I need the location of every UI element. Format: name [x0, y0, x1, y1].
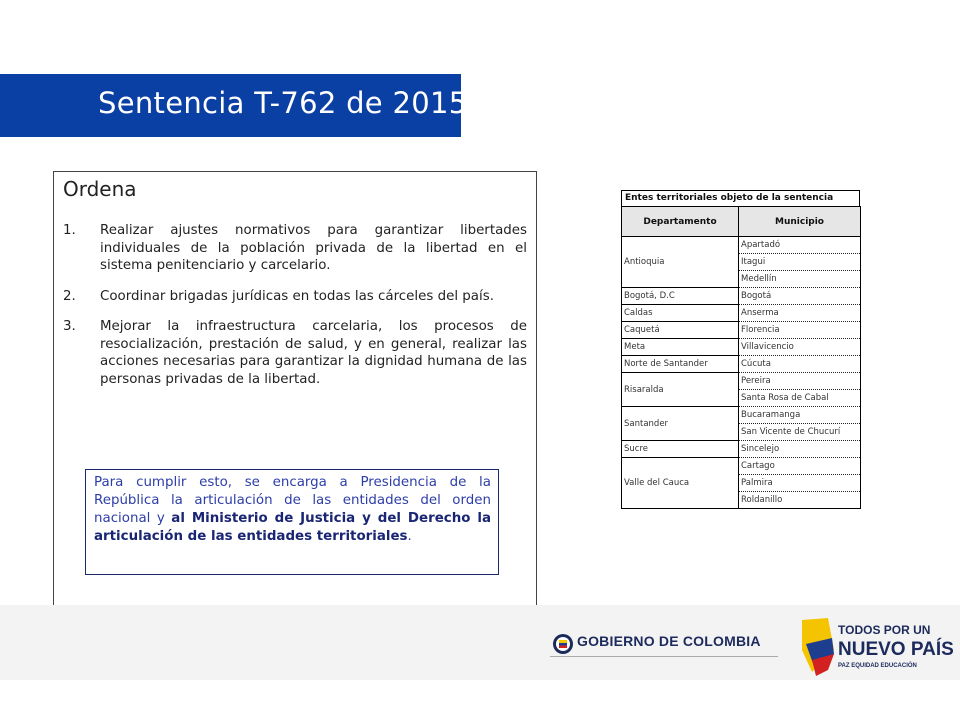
table-row [622, 322, 861, 339]
table-row [622, 305, 861, 322]
department-cell: Santander [622, 407, 739, 441]
municipality-cell: Anserma [739, 305, 861, 322]
order-item-number: 2. [63, 288, 76, 304]
note-end: . [407, 529, 412, 544]
column-header-department: Departamento [622, 207, 739, 237]
gobierno-de-colombia-logo [550, 631, 778, 657]
table-row [622, 373, 861, 390]
order-item-number: 1. [63, 223, 76, 238]
table-row [622, 237, 861, 254]
municipality-cell: Villavicencio [739, 339, 861, 356]
order-list [63, 222, 527, 401]
department-cell: Risaralda [622, 373, 739, 407]
municipality-cell: Sincelejo [739, 441, 861, 458]
slogan-line-3: PAZ EQUIDAD EDUCACIÓN [838, 663, 917, 669]
department-cell: Antioquia [622, 237, 739, 288]
order-panel [53, 171, 537, 607]
page-title: Sentencia T-762 de 2015 [98, 86, 468, 120]
municipality-cell: Cartago [739, 458, 861, 475]
gov-underline [550, 656, 778, 657]
order-item [63, 288, 527, 306]
municipality-cell: Apartadó [739, 237, 861, 254]
municipality-cell: Itagui [739, 254, 861, 271]
territorial-entities-table-wrapper [621, 190, 860, 509]
order-item-text: Mejorar la infraestructura carcelaria, los procesos de resocialización, prestación de salud, y en general, realizar las acciones necesarias para garantizar la dignidad humana de las personas privadas de la libertad. [100, 319, 527, 387]
municipality-cell: San Vicente de Chucurí [739, 424, 861, 441]
department-cell: Valle del Cauca [622, 458, 739, 509]
table-row [622, 441, 861, 458]
table-row [622, 407, 861, 424]
municipality-cell: Palmira [739, 475, 861, 492]
municipality-cell: Santa Rosa de Cabal [739, 390, 861, 407]
order-item-text: Realizar ajustes normativos para garantizar libertades individuales de la población privada de la libertad en el sistema penitenciario y carcelario. [100, 223, 527, 273]
department-cell: Sucre [622, 441, 739, 458]
order-item [63, 318, 527, 388]
coat-of-arms-icon [552, 633, 574, 655]
municipality-cell: Bucaramanga [739, 407, 861, 424]
nuevo-pais-logo-graphic [798, 610, 958, 678]
order-item-number: 3. [63, 319, 76, 334]
municipality-cell: Cúcuta [739, 356, 861, 373]
title-banner [0, 74, 468, 137]
department-cell: Meta [622, 339, 739, 356]
municipality-cell: Bogotá [739, 288, 861, 305]
table-header-row [622, 207, 861, 237]
municipality-cell: Medellín [739, 271, 861, 288]
territorial-entities-table [621, 206, 861, 509]
municipality-cell: Pereira [739, 373, 861, 390]
department-cell: Bogotá, D.C [622, 288, 739, 305]
slogan-line-1: TODOS POR UN [838, 623, 931, 637]
department-cell: Caldas [622, 305, 739, 322]
responsibility-note [85, 469, 499, 575]
table-row [622, 458, 861, 475]
table-row [622, 356, 861, 373]
table-row [622, 339, 861, 356]
municipality-cell: Florencia [739, 322, 861, 339]
gov-name: GOBIERNO DE COLOMBIA [577, 633, 761, 649]
order-heading: Ordena [63, 177, 137, 201]
slogan-line-2: NUEVO PAÍS [838, 639, 954, 660]
order-item-text: Coordinar brigadas jurídicas en todas las cárceles del país. [100, 288, 494, 304]
department-cell: Norte de Santander [622, 356, 739, 373]
municipality-cell: Roldanillo [739, 492, 861, 509]
table-row [622, 288, 861, 305]
note-text: Para cumplir esto, se encarga a Presidencia de la República la articulación de las entidades del orden nacional y [94, 475, 491, 526]
column-header-municipality: Municipio [739, 207, 861, 237]
table-caption: Entes territoriales objeto de la sentencia [621, 190, 860, 206]
note-bold-text: al Ministerio de Justicia y del Derecho la articulación de las entidades territoriales [94, 511, 491, 544]
department-cell: Caquetá [622, 322, 739, 339]
todos-por-un-nuevo-pais-logo [798, 610, 958, 678]
order-item [63, 222, 527, 275]
